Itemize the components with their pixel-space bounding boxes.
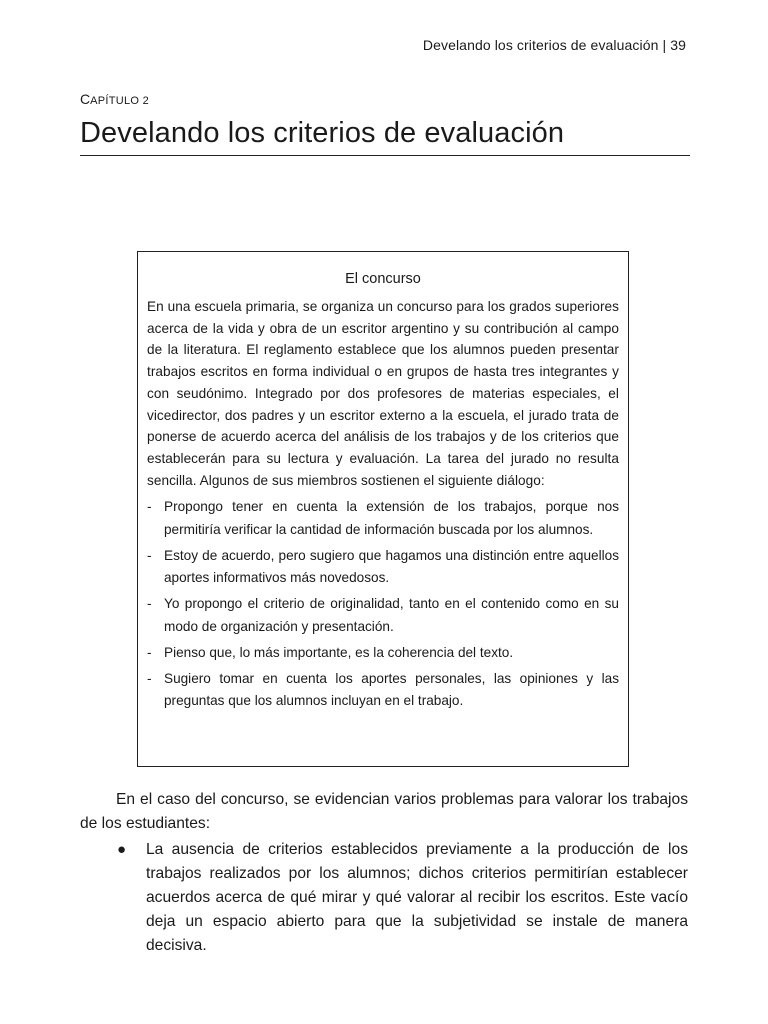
bullet-text: La ausencia de criterios establecidos previamente a la producción de los trabajos realizados por los alumnos; dichos criterios permitirían establecer acuerdos acerca de qué mirar y qué valorar al recibir los escritos. Este vacío deja un espacio abierto para que la subjetividad se instale de manera decisiva. (146, 841, 688, 954)
dialog-item (147, 496, 619, 541)
dash-marker: - (147, 644, 152, 660)
chapter-label-rest: APÍTULO 2 (90, 95, 150, 107)
dialog-text: Yo propongo el criterio de originalidad, tanto en el contenido como en su modo de organización y presentación. (164, 596, 619, 634)
case-box-title: El concurso (345, 271, 421, 287)
chapter-title: Develando los criterios de evaluación (80, 114, 690, 156)
dialog-item (147, 593, 619, 638)
case-box-paragraph: En una escuela primaria, se organiza un concurso para los grados superiores acerca de la vida y obra de un escritor argentino y su contribución al campo de la literatura. El reglamento establece que los alumnos pueden presentar trabajos escritos en forma individual o en grupos de hasta tres integrantes y con seudónimo. Integrado por dos profesores de materias especiales, el vicedirector, dos padres y un escritor externo a la escuela, el jurado trata de ponerse de acuerdo acerca del análisis de los trabajos y de los criterios que establecerán para su lectura y evaluación. La tarea del jurado no resulta sencilla. Algunos de sus miembros sostienen el siguiente diálogo: (147, 299, 619, 488)
dialog-text: Propongo tener en cuenta la extensión de los trabajos, porque nos permitiría verificar la cantidad de información buscada por los alumnos. (164, 499, 619, 537)
dash-marker: - (147, 499, 152, 515)
bullet-icon: ● (117, 841, 127, 858)
dash-marker: - (147, 670, 152, 686)
dialog-text: Sugiero tomar en cuenta los aportes personales, las opiniones y las preguntas que los alumnos incluyan en el trabajo. (164, 670, 619, 709)
chapter-label-initial: C (80, 91, 91, 107)
dialog-item (147, 668, 619, 713)
dialog-list (147, 496, 619, 713)
chapter-label (80, 91, 149, 107)
dash-marker: - (147, 596, 152, 612)
dialog-item (147, 642, 619, 665)
dialog-text: Pienso que, lo más importante, es la coherencia del texto. (164, 644, 514, 660)
bullet-list (80, 838, 688, 958)
body-paragraph: En el caso del concurso, se evidencian varios problemas para valorar los trabajos de los estudiantes: (80, 791, 688, 832)
case-box (137, 251, 629, 767)
dash-marker: - (147, 547, 152, 563)
dialog-text: Estoy de acuerdo, pero sugiero que hagamos una distinción entre aquellos aportes informativos más novedosos. (164, 547, 619, 586)
bullet-item (80, 838, 688, 958)
running-header: Develando los criterios de evaluación | 39 (422, 37, 686, 53)
dialog-item (147, 545, 619, 590)
